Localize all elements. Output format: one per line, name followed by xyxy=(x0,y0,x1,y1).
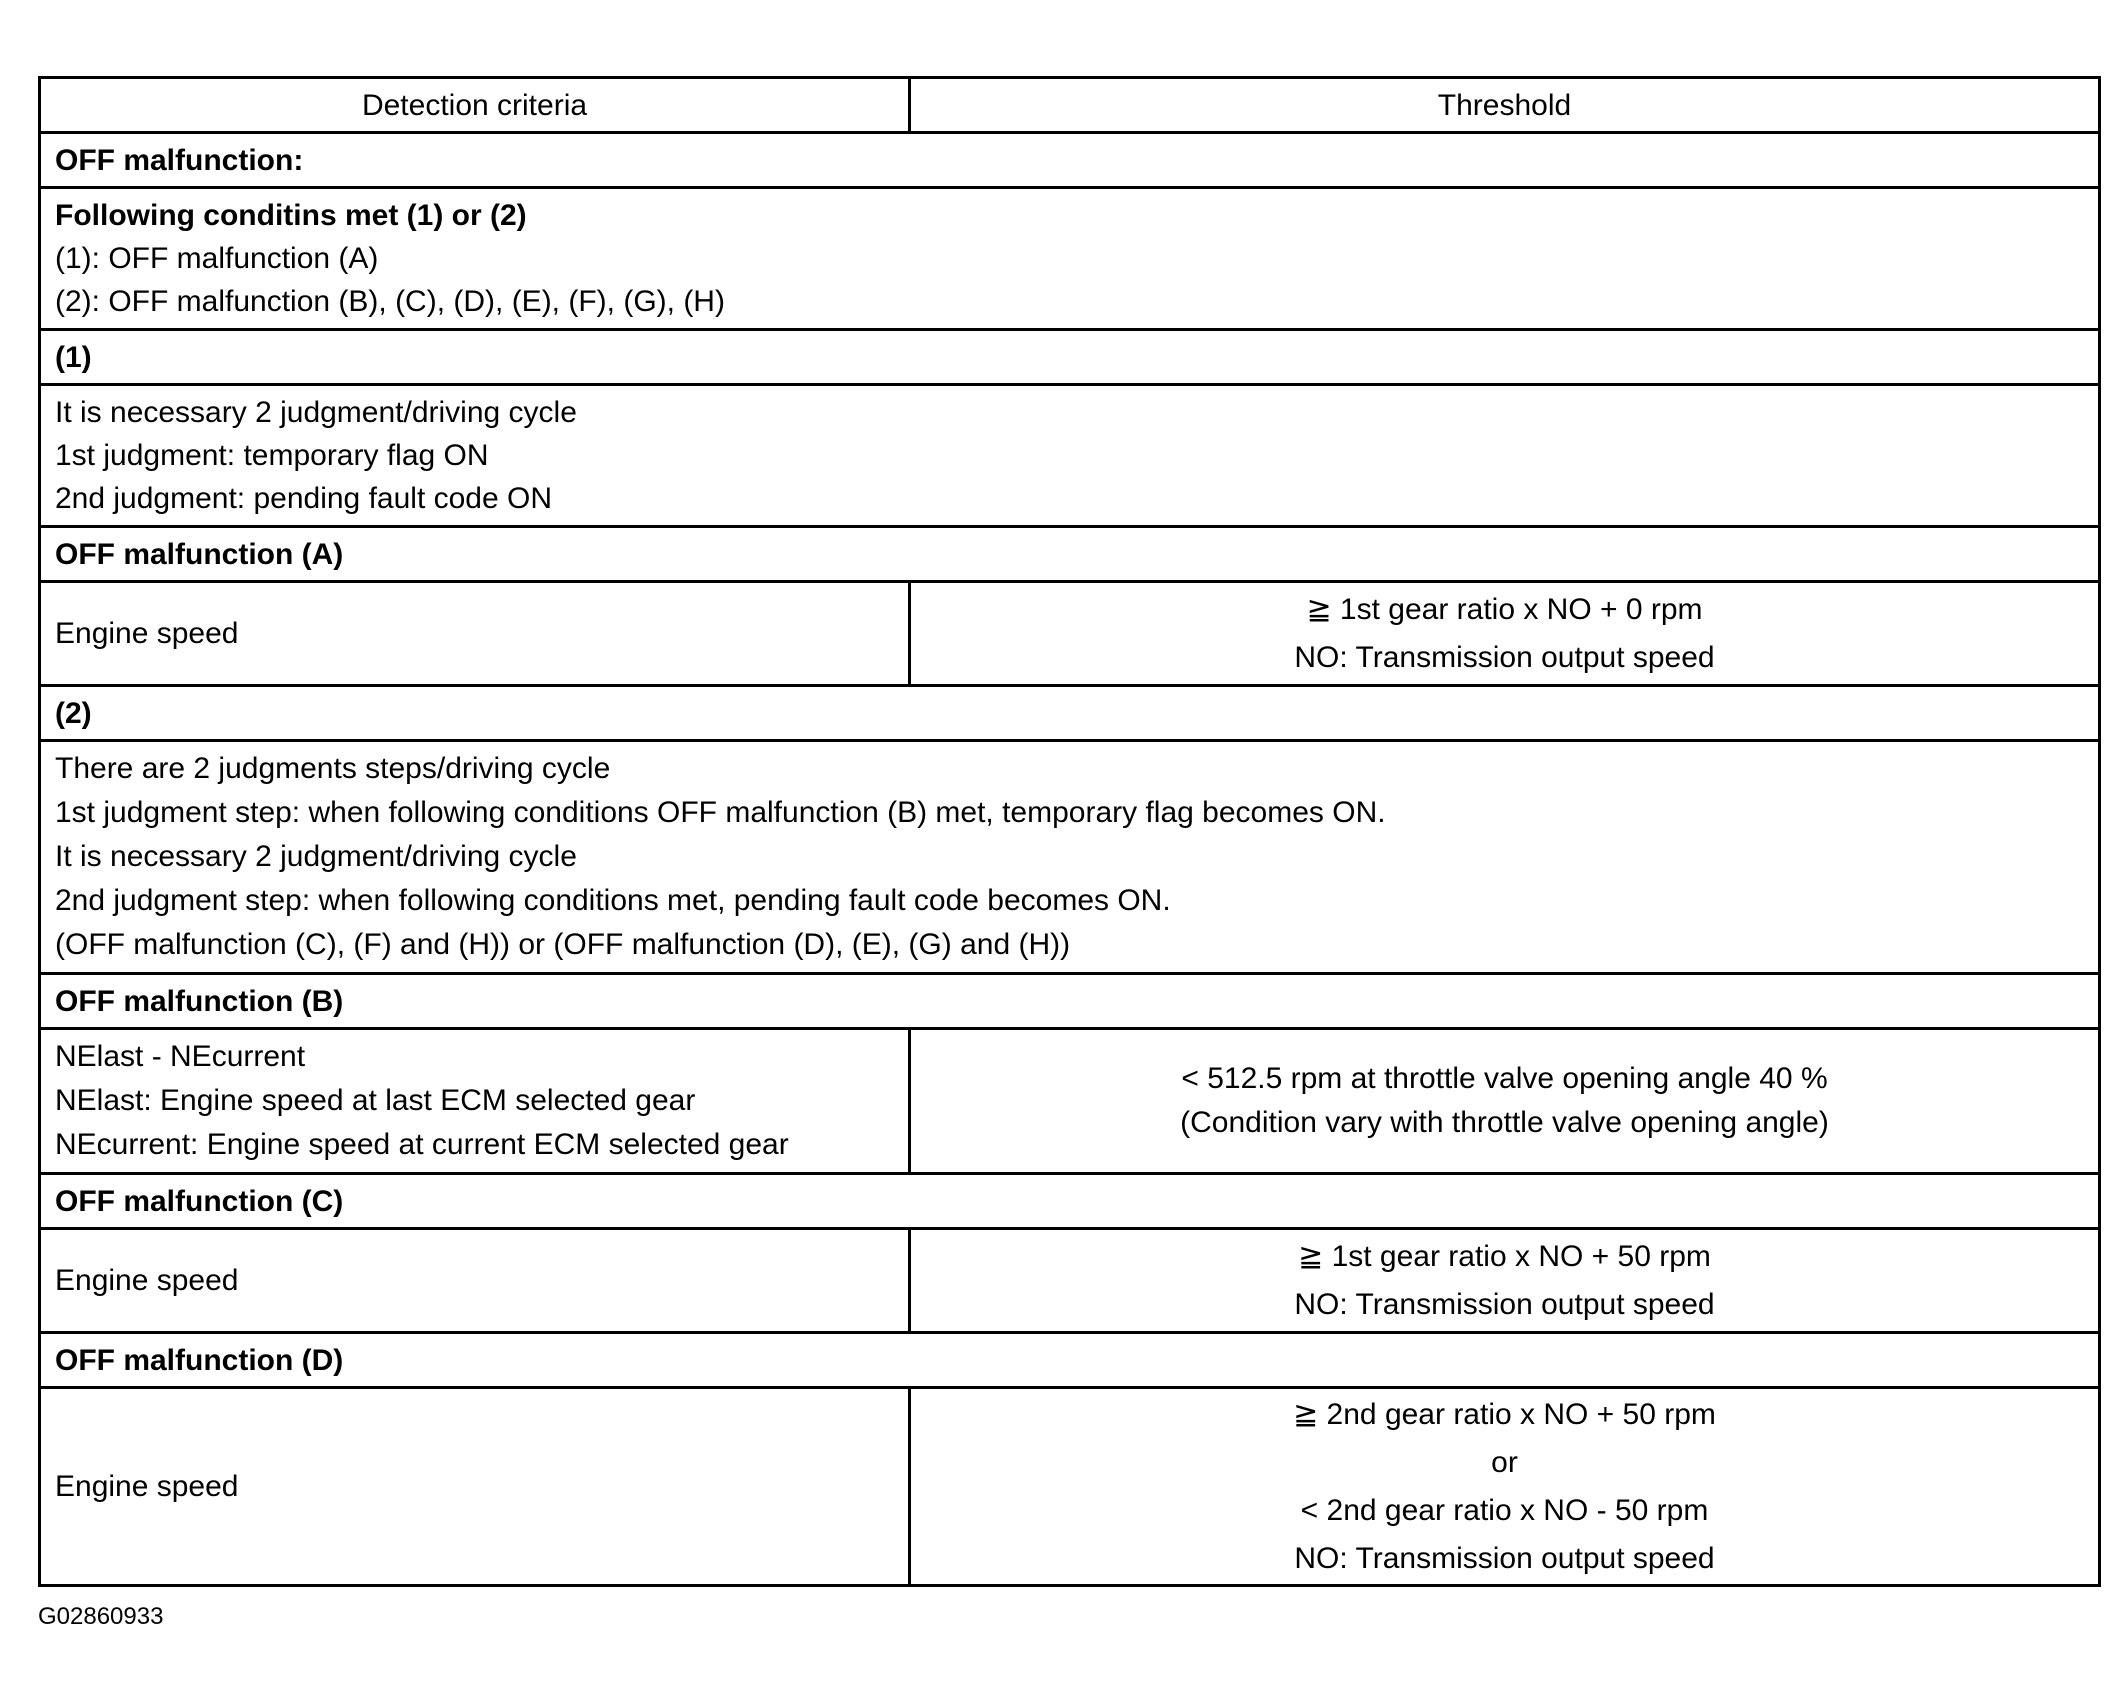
section-2-body-row xyxy=(40,741,2100,974)
header-threshold: Threshold xyxy=(910,78,2100,133)
section-2-line-2: 1st judgment step: when following conditions OFF malfunction (B) met, temporary flag becomes ON. xyxy=(55,796,1386,829)
section-2-line-3: It is necessary 2 judgment/driving cycle xyxy=(55,840,577,873)
off-d-threshold-4: NO: Transmission output speed xyxy=(1294,1541,1715,1575)
off-d-threshold xyxy=(910,1388,2100,1586)
off-b-title-row xyxy=(40,974,2100,1029)
section-1-line-1: It is necessary 2 judgment/driving cycle xyxy=(55,396,577,429)
section-2-row xyxy=(40,686,2100,741)
off-a-row xyxy=(40,582,2100,686)
off-b-threshold-1: < 512.5 rpm at throttle valve opening angle 40 % xyxy=(1181,1062,1828,1095)
detection-criteria-table xyxy=(38,76,2101,1587)
off-d-row xyxy=(40,1388,2100,1586)
off-c-criteria: Engine speed xyxy=(40,1229,910,1333)
section-2-body xyxy=(40,741,2100,974)
conditions-row xyxy=(40,188,2100,330)
off-b-title: OFF malfunction (B) xyxy=(40,974,2100,1029)
off-b-criteria-1: NElast - NEcurrent xyxy=(55,1040,306,1073)
off-b-criteria xyxy=(40,1029,910,1174)
off-a-threshold xyxy=(910,582,2100,686)
off-c-title-row xyxy=(40,1174,2100,1229)
section-1-row xyxy=(40,330,2100,385)
off-b-criteria-3: NEcurrent: Engine speed at current ECM selected gear xyxy=(55,1128,789,1161)
off-c-threshold-2: NO: Transmission output speed xyxy=(1294,1287,1715,1321)
section-1-title: (1) xyxy=(40,330,2100,385)
off-a-criteria: Engine speed xyxy=(40,582,910,686)
off-b-threshold-2: (Condition vary with throttle valve opening angle) xyxy=(1180,1106,1829,1139)
off-d-threshold-1: ≧ 2nd gear ratio x NO + 50 rpm xyxy=(1293,1397,1716,1431)
section-1-body xyxy=(40,385,2100,527)
conditions-line-2: (2): OFF malfunction (B), (C), (D), (E), (F), (G), (H) xyxy=(55,285,725,318)
off-c-threshold-1: ≧ 1st gear ratio x NO + 50 rpm xyxy=(1298,1239,1711,1273)
section-2-line-1: There are 2 judgments steps/driving cycle xyxy=(55,752,611,785)
section-2-line-5: (OFF malfunction (C), (F) and (H)) or (OFF malfunction (D), (E), (G) and (H)) xyxy=(55,928,1071,961)
section-2-line-4: 2nd judgment step: when following conditions met, pending fault code becomes ON. xyxy=(55,884,1171,917)
header-row xyxy=(40,78,2100,133)
section-1-line-2: 1st judgment: temporary flag ON xyxy=(55,439,489,472)
off-b-criteria-2: NElast: Engine speed at last ECM selected gear xyxy=(55,1084,696,1117)
off-b-row xyxy=(40,1029,2100,1174)
section-1-line-3: 2nd judgment: pending fault code ON xyxy=(55,482,553,515)
conditions-line-1: (1): OFF malfunction (A) xyxy=(55,242,379,275)
conditions-title: Following conditins met (1) or (2) xyxy=(55,199,527,232)
off-d-threshold-2: or xyxy=(1491,1445,1518,1479)
off-malfunction-title: OFF malfunction: xyxy=(40,133,2100,188)
off-d-title-row xyxy=(40,1333,2100,1388)
header-detection-criteria: Detection criteria xyxy=(40,78,910,133)
conditions-cell xyxy=(40,188,2100,330)
off-c-row xyxy=(40,1229,2100,1333)
off-b-threshold xyxy=(910,1029,2100,1174)
off-malfunction-row xyxy=(40,133,2100,188)
off-a-title-row xyxy=(40,527,2100,582)
off-c-title: OFF malfunction (C) xyxy=(40,1174,2100,1229)
section-2-title: (2) xyxy=(40,686,2100,741)
off-d-criteria: Engine speed xyxy=(40,1388,910,1586)
off-a-threshold-1: ≧ 1st gear ratio x NO + 0 rpm xyxy=(1306,592,1703,626)
section-1-body-row xyxy=(40,385,2100,527)
off-d-title: OFF malfunction (D) xyxy=(40,1333,2100,1388)
off-a-threshold-2: NO: Transmission output speed xyxy=(1294,640,1715,674)
off-c-threshold xyxy=(910,1229,2100,1333)
off-d-threshold-3: < 2nd gear ratio x NO - 50 rpm xyxy=(1300,1493,1709,1527)
off-a-title: OFF malfunction (A) xyxy=(40,527,2100,582)
figure-id: G02860933 xyxy=(38,1603,164,1630)
